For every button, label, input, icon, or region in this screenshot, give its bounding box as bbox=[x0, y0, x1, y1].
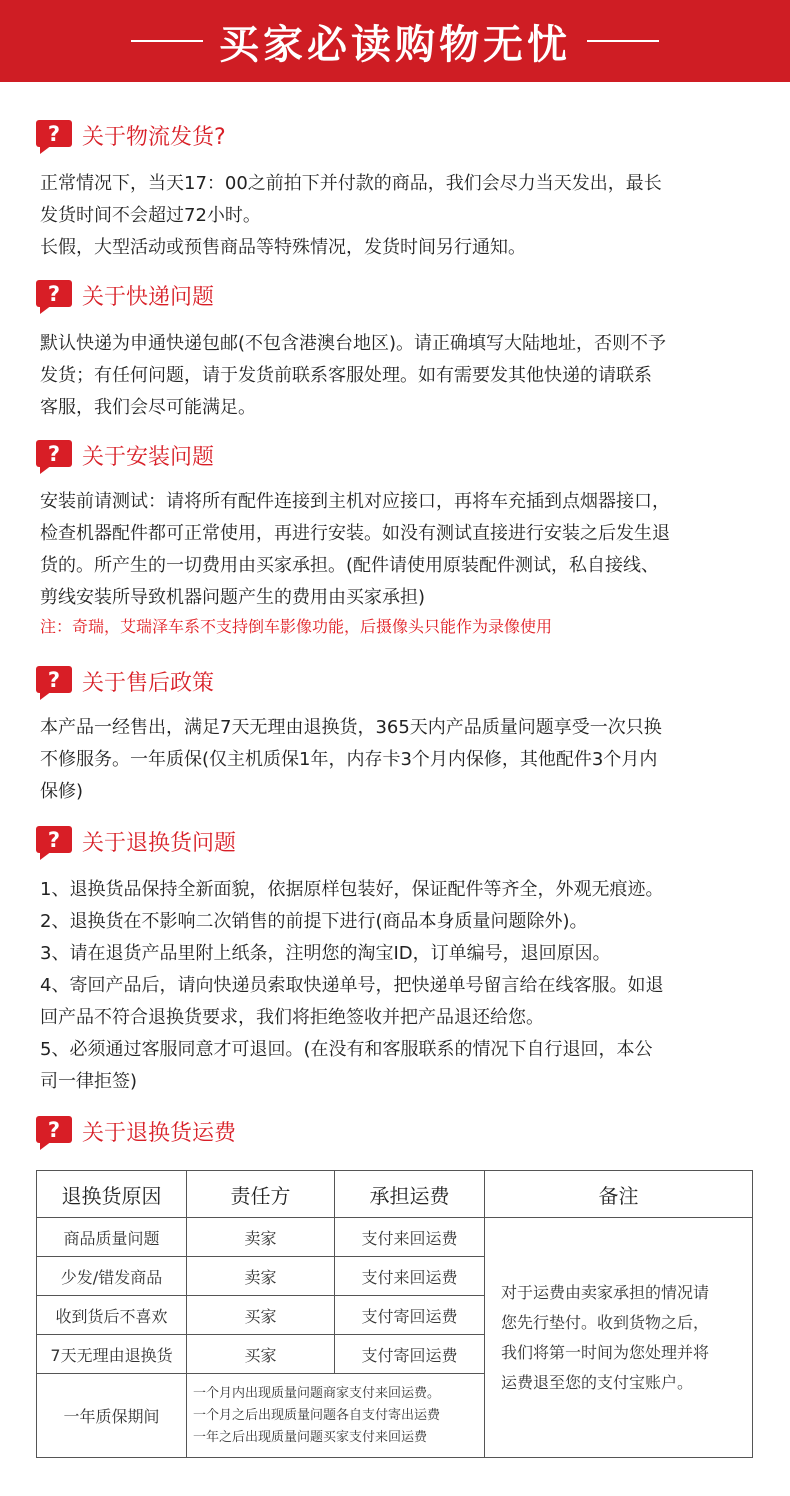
table-cell: 卖家 bbox=[187, 1218, 335, 1257]
column-header: 责任方 bbox=[187, 1171, 335, 1218]
section-aftersale-text bbox=[40, 712, 752, 808]
text-line: 本产品一经售出，满足7天无理由退换货，365天内产品质量问题享受一次只换 bbox=[40, 717, 662, 738]
remark-line: 您先行垫付。收到货物之后， bbox=[501, 1312, 710, 1332]
text-line: 客服，我们会尽可能满足。 bbox=[40, 397, 256, 418]
remark-cell bbox=[485, 1218, 753, 1458]
text-line: 默认快递为申通快递包邮(不包含港澳台地区)。请正确填写大陆地址，否则不予 bbox=[40, 333, 667, 354]
warranty-detail-cell bbox=[187, 1374, 485, 1458]
remark-line: 对于运费由卖家承担的情况请 bbox=[501, 1282, 710, 1302]
page-title: 买家必读购物无忧 bbox=[219, 21, 571, 68]
warranty-line: 一个月内出现质量问题商家支付来回运费。 bbox=[193, 1385, 441, 1401]
table-cell: 支付寄回运费 bbox=[335, 1296, 485, 1335]
table-cell: 支付来回运费 bbox=[335, 1218, 485, 1257]
text-line: 司一律拒签) bbox=[40, 1071, 138, 1092]
table-row bbox=[37, 1218, 753, 1257]
table-cell: 商品质量问题 bbox=[37, 1218, 187, 1257]
section-install-text bbox=[40, 486, 752, 614]
question-icon: ? bbox=[36, 666, 72, 696]
text-line: 发货；有任何问题，请于发货前联系客服处理。如有需要发其他快递的请联系 bbox=[40, 365, 652, 386]
section-title: 关于退换货问题 bbox=[82, 830, 237, 856]
text-line: 4、寄回产品后，请向快递员索取快递单号，把快递单号留言给在线客服。如退 bbox=[40, 975, 664, 996]
section-logistics-text bbox=[40, 168, 752, 264]
banner-left-line bbox=[131, 40, 203, 42]
section-express-text bbox=[40, 328, 752, 424]
section-logistics-heading bbox=[36, 118, 226, 152]
question-icon: ? bbox=[36, 120, 72, 150]
text-line: 正常情况下，当天17：00之前拍下并付款的商品，我们会尽力当天发出，最长 bbox=[40, 173, 662, 194]
text-line: 长假，大型活动或预售商品等特殊情况，发货时间另行通知。 bbox=[40, 237, 526, 258]
text-line: 1、退换货品保持全新面貌，依据原样包装好，保证配件等齐全，外观无痕迹。 bbox=[40, 879, 664, 900]
warranty-line: 一年之后出现质量问题买家支付来回运费 bbox=[193, 1429, 428, 1445]
table-cell: 支付寄回运费 bbox=[335, 1335, 485, 1374]
text-line: 剪线安装所导致机器问题产生的费用由买家承担) bbox=[40, 587, 426, 608]
section-aftersale-heading bbox=[36, 664, 214, 698]
section-title: 关于快递问题 bbox=[82, 284, 215, 310]
install-note: 注：奇瑞，艾瑞泽车系不支持倒车影像功能，后摄像头只能作为录像使用 bbox=[40, 617, 553, 636]
banner-right-line bbox=[587, 40, 659, 42]
header-banner bbox=[0, 0, 790, 82]
text-line: 保修) bbox=[40, 781, 84, 802]
question-icon: ? bbox=[36, 280, 72, 310]
section-shipping-fee-heading bbox=[36, 1114, 236, 1148]
table-cell: 买家 bbox=[187, 1335, 335, 1374]
table-header-row bbox=[37, 1171, 753, 1218]
shipping-fee-table bbox=[36, 1170, 753, 1458]
column-header: 备注 bbox=[485, 1171, 753, 1218]
text-line: 不修服务。一年质保(仅主机质保1年，内存卡3个月内保修，其他配件3个月内 bbox=[40, 749, 658, 770]
table-cell: 7天无理由退换货 bbox=[37, 1335, 187, 1374]
question-icon: ? bbox=[36, 826, 72, 856]
text-line: 安装前请测试：请将所有配件连接到主机对应接口，再将车充插到点烟器接口， bbox=[40, 491, 670, 512]
text-line: 3、请在退货产品里附上纸条，注明您的淘宝ID，订单编号，退回原因。 bbox=[40, 943, 611, 964]
text-line: 发货时间不会超过72小时。 bbox=[40, 205, 261, 226]
question-icon: ? bbox=[36, 1116, 72, 1146]
table-cell: 卖家 bbox=[187, 1257, 335, 1296]
section-title: 关于售后政策 bbox=[82, 670, 215, 696]
table-cell: 支付来回运费 bbox=[335, 1257, 485, 1296]
question-icon: ? bbox=[36, 440, 72, 470]
table-cell: 收到货后不喜欢 bbox=[37, 1296, 187, 1335]
table-cell: 少发/错发商品 bbox=[37, 1257, 187, 1296]
warranty-line: 一个月之后出现质量问题各自支付寄出运费 bbox=[193, 1407, 441, 1423]
text-line: 货的。所产生的一切费用由买家承担。(配件请使用原装配件测试，私自接线、 bbox=[40, 555, 660, 576]
remark-line: 我们将第一时间为您处理并将 bbox=[501, 1342, 710, 1362]
text-line: 回产品不符合退换货要求，我们将拒绝签收并把产品退还给您。 bbox=[40, 1007, 544, 1028]
section-title: 关于物流发货? bbox=[82, 124, 226, 150]
text-line: 检查机器配件都可正常使用，再进行安装。如没有测试直接进行安装之后发生退 bbox=[40, 523, 670, 544]
section-title: 关于退换货运费 bbox=[82, 1120, 237, 1146]
section-install-heading bbox=[36, 438, 214, 472]
column-header: 承担运费 bbox=[335, 1171, 485, 1218]
column-header: 退换货原因 bbox=[37, 1171, 187, 1218]
text-line: 5、必须通过客服同意才可退回。(在没有和客服联系的情况下自行退回，本公 bbox=[40, 1039, 653, 1060]
table-cell: 一年质保期间 bbox=[37, 1374, 187, 1458]
text-line: 2、退换货在不影响二次销售的前提下进行(商品本身质量问题除外)。 bbox=[40, 911, 588, 932]
section-return-text bbox=[40, 874, 752, 1098]
remark-line: 运费退至您的支付宝账户。 bbox=[501, 1372, 694, 1392]
section-return-heading bbox=[36, 824, 236, 858]
section-title: 关于安装问题 bbox=[82, 444, 215, 470]
section-express-heading bbox=[36, 278, 214, 312]
table-cell: 买家 bbox=[187, 1296, 335, 1335]
